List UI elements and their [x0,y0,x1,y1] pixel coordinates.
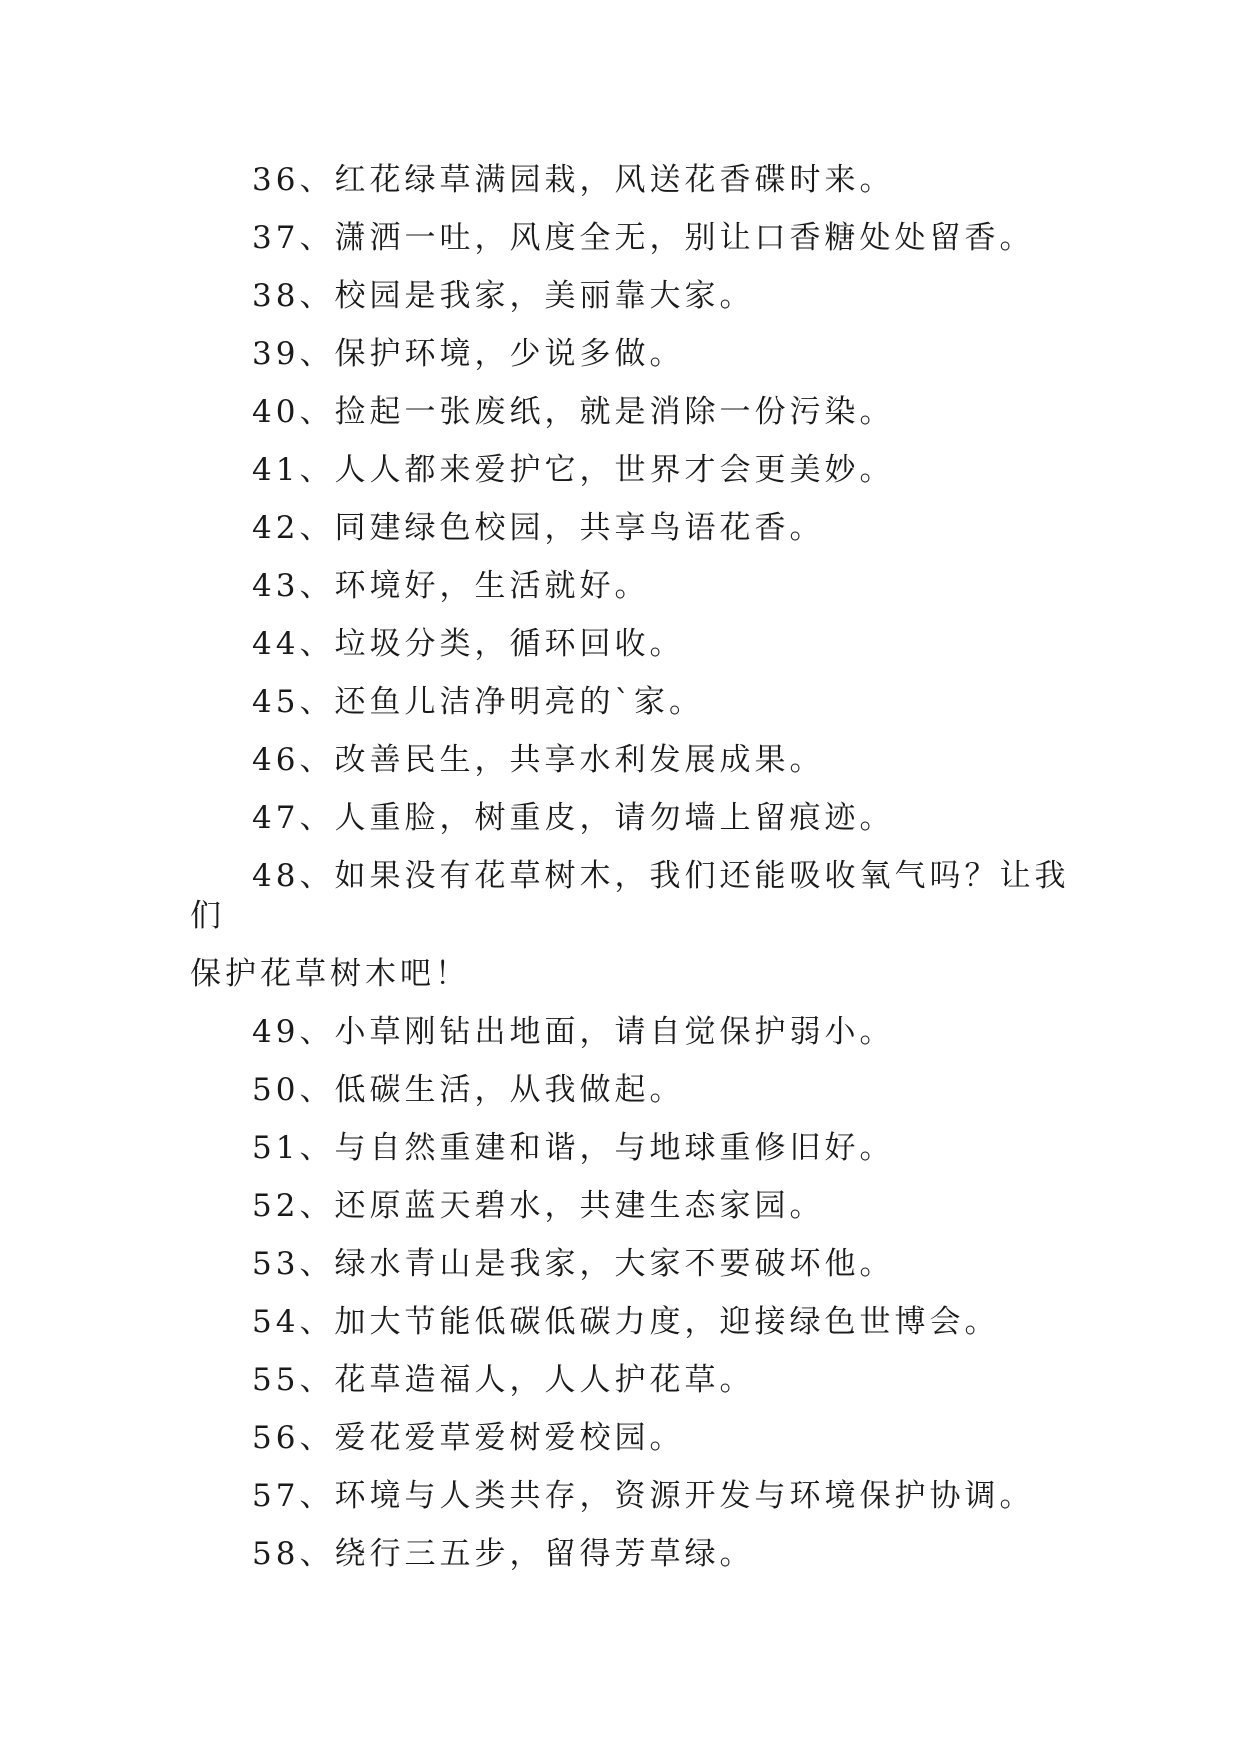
slogan-list [190,160,1070,1592]
slogan-item: 42、同建绿色校园，共享鸟语花香。 [252,510,825,546]
slogan-item-line-2: 保护花草树木吧！ [190,956,470,992]
slogan-item: 57、环境与人类共存，资源开发与环境保护协调。 [252,1478,1035,1514]
slogan-item: 41、人人都来爱护它，世界才会更美妙。 [252,452,895,488]
slogan-item: 39、保护环境，少说多做。 [252,336,685,372]
slogan-item: 52、还原蓝天碧水，共建生态家园。 [252,1188,825,1224]
slogan-item: 53、绿水青山是我家，大家不要破坏他。 [252,1246,895,1282]
slogan-item: 44、垃圾分类，循环回收。 [252,626,685,662]
slogan-item-multiline [190,856,1070,994]
slogan-item: 38、校园是我家，美丽靠大家。 [252,278,755,314]
slogan-item-line-1: 48、如果没有花草树木，我们还能吸收氧气吗？让我们 [190,858,1070,934]
slogan-item: 58、绕行三五步，留得芳草绿。 [252,1536,755,1572]
slogan-item: 37、潇洒一吐，风度全无，别让口香糖处处留香。 [252,220,1035,256]
slogan-item: 46、改善民生，共享水利发展成果。 [252,742,825,778]
slogan-item: 43、环境好，生活就好。 [252,568,650,604]
slogan-item: 45、还鱼儿洁净明亮的`家。 [252,684,704,720]
slogan-item: 56、爱花爱草爱树爱校园。 [252,1420,685,1456]
slogan-item: 54、加大节能低碳低碳力度，迎接绿色世博会。 [252,1304,1000,1340]
slogan-item: 55、花草造福人，人人护花草。 [252,1362,755,1398]
slogan-item: 40、捡起一张废纸，就是消除一份污染。 [252,394,895,430]
slogan-item: 51、与自然重建和谐，与地球重修旧好。 [252,1130,895,1166]
slogan-item: 49、小草刚钻出地面，请自觉保护弱小。 [252,1014,895,1050]
slogan-item: 47、人重脸，树重皮，请勿墙上留痕迹。 [252,800,895,836]
slogan-item: 36、红花绿草满园栽，风送花香碟时来。 [252,162,895,198]
slogan-item: 50、低碳生活，从我做起。 [252,1072,685,1108]
